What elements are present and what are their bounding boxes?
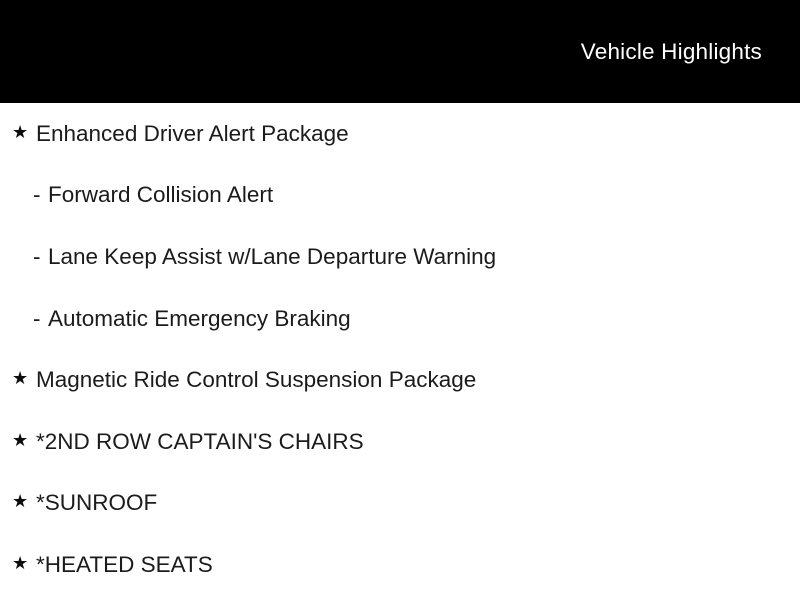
dash-bullet: - — [33, 182, 41, 208]
star-bullet-icon: ★ — [12, 552, 29, 574]
star-bullet-icon: ★ — [12, 491, 29, 513]
star-bullet-icon: ★ — [12, 429, 29, 451]
highlights-list — [0, 103, 800, 596]
list-item-label: *HEATED SEATS — [36, 551, 213, 577]
star-bullet-icon: ★ — [12, 368, 29, 390]
list-sub-item — [0, 165, 800, 227]
list-sub-item — [0, 288, 800, 350]
header-bar — [0, 0, 800, 103]
list-item — [0, 349, 800, 411]
list-item — [0, 103, 800, 165]
page-title: Vehicle Highlights — [580, 38, 762, 64]
list-item — [0, 473, 800, 535]
list-item-label: Lane Keep Assist w/Lane Departure Warning — [48, 243, 497, 269]
list-item-label: Automatic Emergency Braking — [48, 305, 351, 331]
dash-bullet: - — [33, 243, 41, 269]
dash-bullet: - — [33, 305, 41, 331]
list-item-label: *SUNROOF — [36, 490, 158, 516]
list-item-label: Enhanced Driver Alert Package — [36, 120, 349, 146]
list-item-label: Forward Collision Alert — [48, 182, 274, 208]
star-bullet-icon: ★ — [12, 121, 29, 143]
list-sub-item — [0, 226, 800, 288]
list-item — [0, 411, 800, 473]
list-item-label: Magnetic Ride Control Suspension Package — [36, 367, 477, 393]
list-item-label: *2ND ROW CAPTAIN'S CHAIRS — [36, 428, 364, 454]
list-item — [0, 534, 800, 596]
